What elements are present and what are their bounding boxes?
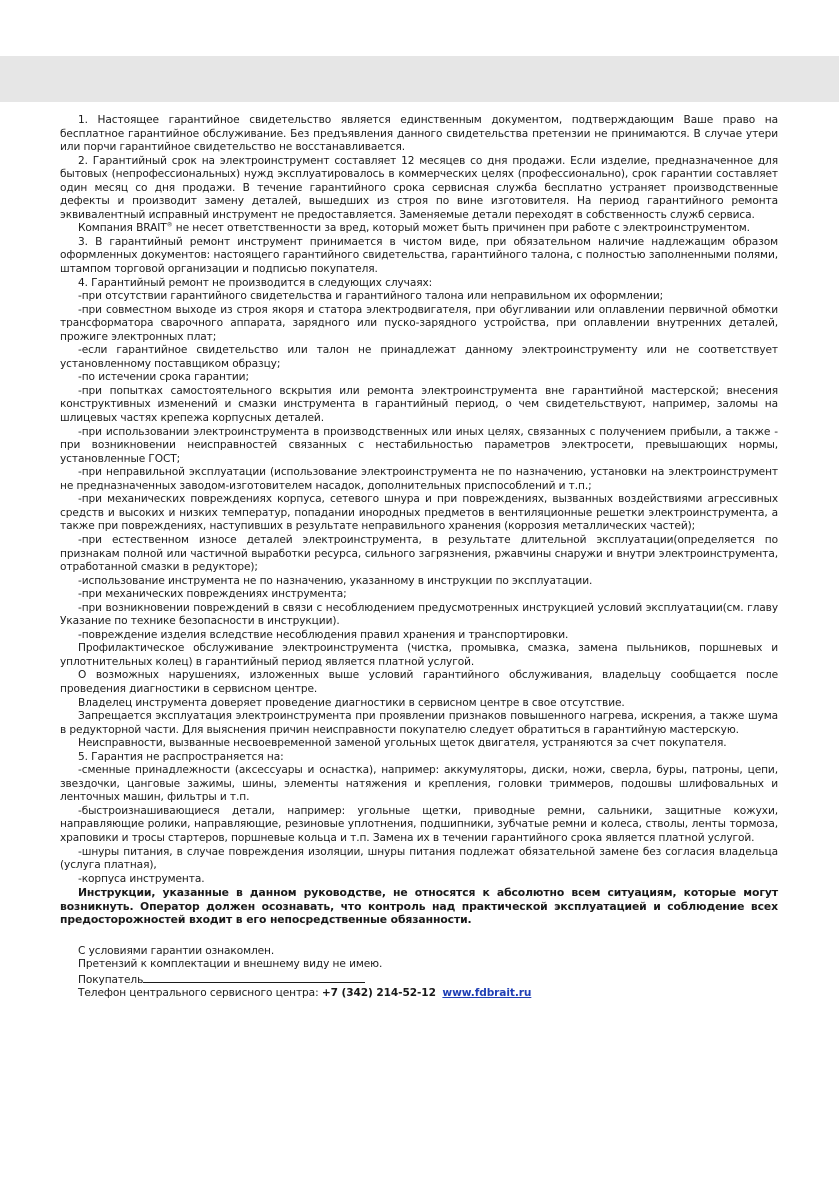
warranty-text bbox=[60, 114, 778, 1001]
ack-line-2: Претензий к комплектации и внешнему виду не имею. bbox=[78, 958, 383, 971]
warranty-paragraph: 2. Гарантийный срок на электроинструмент составляет 12 месяцев со дня продажи. Если изделие, предназначенное для бытовых (непрофессиональных) нужд эксплуатировалось в коммерческих целях (профессионально), срок гарантии составляет один месяц со дня продажи. В течение гарантийного срока сервисная служба бесплатно устраняет производственные дефекты и производит замену деталей, вышедших из строя по вине изготовителя. На период гарантийного ремонта эквивалентный исправный инструмент не предоставляется. Заменяемые детали переходят в собственность служб сервиса. bbox=[60, 154, 778, 221]
warranty-paragraph: Компания BRAIT® не несет ответственности за вред, который может быть причинен при работе с электроинструментом. bbox=[78, 221, 750, 235]
warranty-paragraph: -при попытках самостоятельного вскрытия или ремонта электроинструмента вне гарантийной мастерской; внесения конструктивных изменений и смазки инструмента в гарантийный период, о чем свидетельствуют, например, заломы на шлицевых частях крепежа корпусных деталей. bbox=[60, 384, 778, 425]
warranty-paragraph: -корпуса инструмента. bbox=[78, 872, 205, 885]
service-contact bbox=[78, 987, 778, 1001]
warranty-paragraph: 4. Гарантийный ремонт не производится в следующих случаях: bbox=[78, 276, 433, 289]
buyer-signature-line bbox=[143, 972, 365, 983]
warranty-paragraph: -при совместном выходе из строя якоря и статора электродвигателя, при обугливании или оплавлении первичной обмотки трансформатора сварочного аппарата, зарядного или пуско-зарядного устройства, при оплавлении внутренних деталей, прожиге электронных плат; bbox=[60, 303, 778, 343]
warranty-paragraph: -по истечении срока гарантии; bbox=[78, 371, 249, 384]
warranty-paragraph: Запрещается эксплуатация электроинструмента при проявлении признаков повышенного нагрева, искрения, а также шума в редукторной части. Для выяснения причин неисправности покупателю следует обратиться в гарантийную мастерскую. bbox=[60, 710, 778, 736]
warranty-paragraph: Профилактическое обслуживание электроинструмента (чистка, промывка, смазка, замена пыльников, поршневых и уплотнительных колец) в гарантийный период является платной услугой. bbox=[60, 642, 778, 668]
website-link[interactable]: www.fdbrait.ru bbox=[442, 987, 532, 1000]
warranty-paragraph: -повреждение изделия вследствие несоблюдения правил хранения и транспортировки. bbox=[78, 628, 569, 641]
warranty-paragraph: 5. Гарантия не распространяется на: bbox=[78, 750, 284, 763]
header-band bbox=[0, 56, 839, 102]
warranty-paragraph: -при механических повреждениях инструмента; bbox=[78, 588, 347, 601]
warranty-paragraph: -при неправильной эксплуатации (использование электроинструмента не по назначению, установки на электроинструмент не предназначенных заводом-изготовителем насадок, дополнительных приспособлений и т.п.; bbox=[60, 466, 778, 492]
warranty-paragraph: -при использовании электроинструмента в производственных или иных целях, связанных с получением прибыли, а также - при возникновении неисправностей связанных с нестабильностью параметров электросети, превышающих нормы, установленные ГОСТ; bbox=[60, 425, 778, 465]
warranty-paragraph: -использование инструмента не по назначению, указанному в инструкции по эксплуатации. bbox=[78, 574, 593, 587]
warranty-paragraph: Неисправности, вызванные несвоевременной заменой угольных щеток двигателя, устраняются за счет покупателя. bbox=[78, 737, 727, 750]
buyer-label: Покупатель bbox=[78, 973, 144, 986]
warranty-paragraph: -шнуры питания, в случае повреждения изоляции, шнуры питания подлежат обязательной замене без согласия владельца (услуга платная), bbox=[60, 845, 778, 872]
warranty-paragraph: -сменные принадлежности (аксессуары и оснастка), например: аккумуляторы, диски, ножи, сверла, буры, патроны, цепи, звездочки, цанговые зажимы, шины, элементы натяжения и крепления, головки триммеров, подошвы шлифовальных и ленточных машин, фильтры и т.п. bbox=[60, 764, 778, 804]
warranty-paragraph: -если гарантийное свидетельство или талон не принадлежат данному электроинструменту или не соответствует установленному поставщиком образцу; bbox=[60, 344, 778, 370]
warranty-paragraph: -при естественном износе деталей электроинструмента, в результате длительной эксплуатации(определяется по признакам полной или частичной выработки ресурса, сильного загрязнения, ржавчины снаружи и внутри электроинструмента, отработанной смазки в редукторе); bbox=[60, 533, 778, 574]
ack-line-1: С условиями гарантии ознакомлен. bbox=[78, 944, 275, 957]
warranty-paragraph: -при отсутствии гарантийного свидетельства и гарантийного талона или неправильном их оформлении; bbox=[78, 290, 664, 303]
warranty-paragraphs bbox=[60, 114, 778, 886]
warning-notice: Инструкции, указанные в данном руководстве, не относятся к абсолютно всем ситуациям, которые могут возникнуть. Оператор должен осознавать, что контроль над практической эксплуатацией и соблюдение всех предосторожностей входит в его непосредственные обязанности. bbox=[60, 886, 778, 927]
buyer-signature bbox=[78, 972, 778, 988]
warranty-paragraph: 1. Настоящее гарантийное свидетельство является единственным документом, подтверждающим Ваше право на бесплатное гарантийное обслуживание. Без предъявления данного свидетельства претензии не принимаются. В случае утери или порчи гарантийное свидетельство не восстанавливается. bbox=[60, 114, 778, 154]
warranty-paragraph: 3. В гарантийный ремонт инструмент принимается в чистом виде, при обязательном наличие надлежащим образом оформленных документов: настоящего гарантийного свидетельства, гарантийного талона, с полностью заполненными полями, штампом торговой организации и подписью покупателя. bbox=[60, 235, 778, 276]
warranty-paragraph: Владелец инструмента доверяет проведение диагностики в сервисном центре в свое отсутствие. bbox=[78, 696, 625, 709]
warranty-paragraph: -быстроизнашивающиеся детали, например: угольные щетки, приводные ремни, сальники, защитные кожухи, направляющие ролики, направляющие, резиновые уплотнения, подшипники, зубчатые ремни и колеса, стволы, ленты тормоза, храповики и тросы стартеров, поршневые кольца и т.п. Замена их в течении гарантийного срока является платной услугой. bbox=[60, 804, 778, 844]
warranty-paragraph: -при механических повреждениях корпуса, сетевого шнура и при повреждениях, вызванных воздействиями агрессивных средств и высоких и низких температур, попадании инородных предметов в вентиляционные решетки электроинструмента, а также при повреждениях, наступивших в результате неправильного хранения (коррозия металлических частей); bbox=[60, 493, 778, 533]
warranty-paragraph: О возможных нарушениях, изложенных выше условий гарантийного обслуживания, владельцу сообщается после проведения диагностики в сервисном центре. bbox=[60, 669, 778, 695]
phone-number: +7 (342) 214-52-12 bbox=[321, 987, 436, 1000]
phone-label: Телефон центрального сервисного центра: bbox=[78, 987, 319, 1000]
acknowledgement-block bbox=[60, 945, 778, 1001]
warranty-paragraph: -при возникновении повреждений в связи с несоблюдением предусмотренных инструкцией условий эксплуатации(см. главу Указание по технике безопасности в инструкции). bbox=[60, 601, 778, 628]
